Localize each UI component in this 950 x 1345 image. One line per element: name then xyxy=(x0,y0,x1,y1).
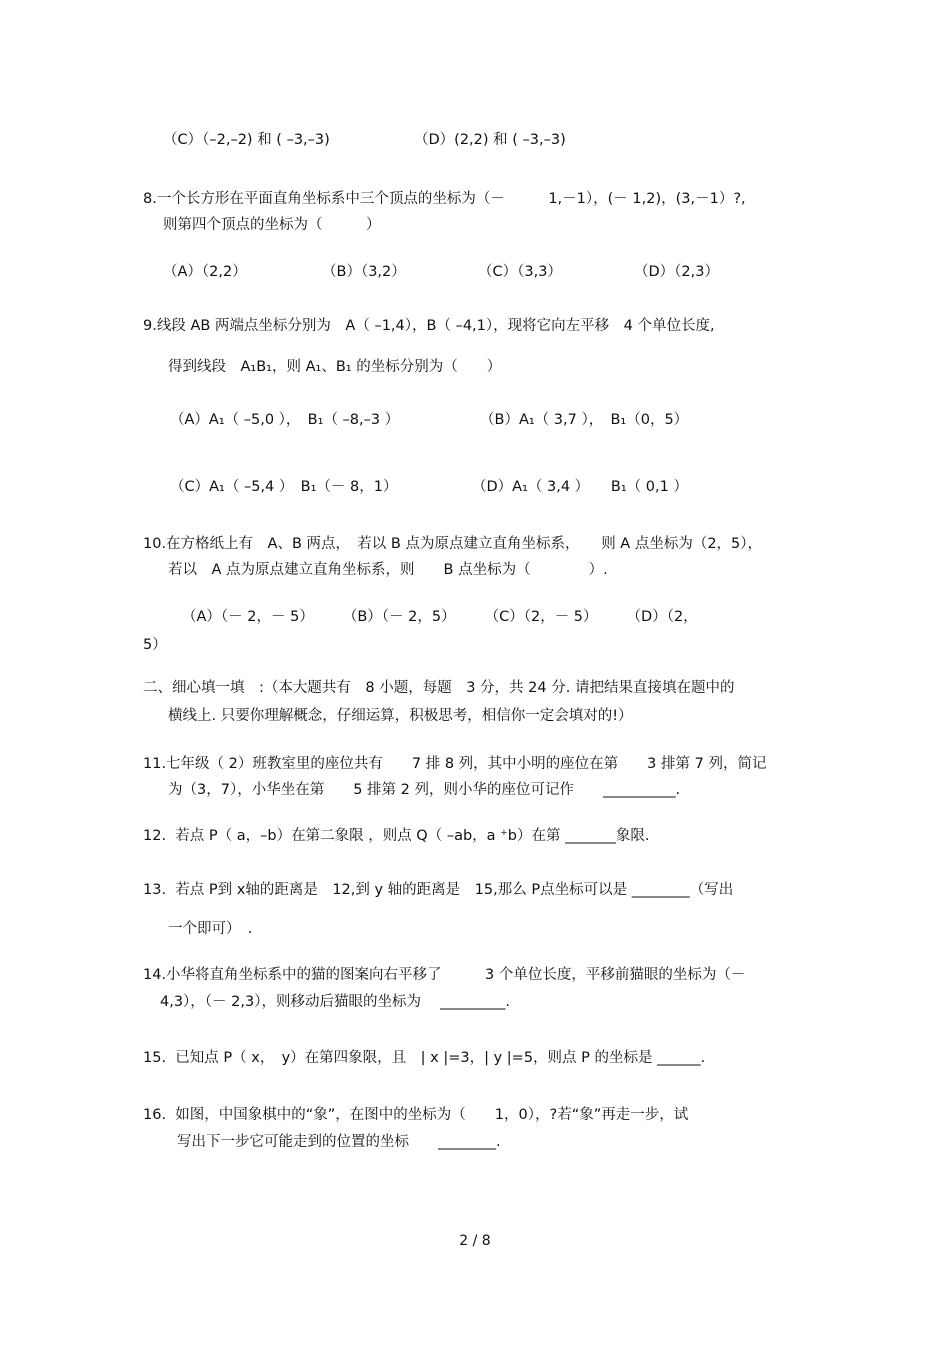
q8-option-c: （C）（3,3） xyxy=(478,264,562,280)
section-2-line1: 二、细心填一填 :（本大题共有 8 小题，每题 3 分，共 24 分. 请把结果直接填在题中的 xyxy=(143,680,735,696)
q10-options: （A）（－ 2，－ 5） （B）（－ 2，5） （C）（2，－ 5） （D）（2， xyxy=(182,609,698,625)
q16-stem-line2: 写出下一步它可能走到的位置的坐标 ________. xyxy=(177,1134,501,1150)
q14-stem-line2: 4,3），（－ 2,3），则移动后猫眼的坐标为 _________. xyxy=(160,994,510,1010)
q11-stem-line2: 为（3，7），小华坐在第 5 排第 2 列，则小华的座位可记作 __________. xyxy=(168,782,681,798)
page-number: 2 / 8 xyxy=(459,1233,491,1249)
q15-stem: 15. 已知点 P（ x， y）在第四象限，且 | x |=3，| y |=5，则点 P 的坐标是 ______. xyxy=(143,1050,706,1066)
q7-option-c: （C）（–2,–2) 和 ( –3,–3) xyxy=(163,132,330,148)
q13-stem-line2: 一个即可） . xyxy=(168,921,253,937)
q10-options-continued: 5） xyxy=(143,637,167,653)
q8-option-b: （B）（3,2） xyxy=(322,264,406,280)
q14-stem-line1: 14.小华将直角坐标系中的猫的图案向右平移了 3 个单位长度，平移前猫眼的坐标为（－ xyxy=(143,967,746,983)
q9-option-b: （B）A₁（ 3,7 ）， B₁（0，5） xyxy=(480,412,689,428)
q9-option-d: （D）A₁（ 3,4 ） B₁（ 0,1 ） xyxy=(472,479,688,495)
q9-stem-line1: 9.线段 AB 两端点坐标分别为 A（ –1,4），B（ –4,1），现将它向左平移 4 个单位长度, xyxy=(143,318,715,334)
q9-option-c: （C）A₁（ –5,4 ） B₁（－ 8，1） xyxy=(170,479,398,495)
q9-option-a: （A）A₁（ –5,0 ）， B₁（ –8,–3 ） xyxy=(170,412,400,428)
q9-stem-line2: 得到线段 A₁B₁，则 A₁、B₁ 的坐标分别为（ ） xyxy=(168,359,502,375)
q8-option-d: （D）（2,3） xyxy=(634,264,719,280)
q12-stem: 12. 若点 P（ a，–b）在第二象限 ，则点 Q（ –ab，a ⁺b）在第 _______象限. xyxy=(143,828,650,844)
q10-stem-line1: 10.在方格纸上有 A、B 两点， 若以 B 点为原点建立直角坐标系， 则 A 点坐标为（2，5）， xyxy=(143,536,763,552)
q10-stem-line2: 若以 A 点为原点建立直角坐标系，则 B 点坐标为（ ）. xyxy=(168,562,608,578)
q16-stem-line1: 16. 如图，中国象棋中的“象”，在图中的坐标为（ 1，0），?若“象”再走一步，试 xyxy=(143,1107,689,1123)
q11-stem-line1: 11.七年级（ 2）班教室里的座位共有 7 排 8 列，其中小明的座位在第 3 排第 7 列，简记 xyxy=(143,756,767,772)
section-2-line2: 横线上. 只要你理解概念，仔细运算，积极思考，相信你一定会填对的!） xyxy=(168,708,633,724)
q13-stem-line1: 13. 若点 P到 x轴的距离是 12,到 y 轴的距离是 15,那么 P点坐标可以是 ________（写出 xyxy=(143,882,734,898)
q8-option-a: （A）（2,2） xyxy=(163,264,247,280)
q8-stem-line1: 8.一个长方形在平面直角坐标系中三个顶点的坐标为（－ 1,－1），(－ 1,2)，(3,－1）?, xyxy=(143,191,746,207)
q7-option-d: （D）(2,2) 和 ( –3,–3) xyxy=(414,132,566,148)
q8-stem-line2: 则第四个顶点的坐标为（ ） xyxy=(163,217,381,233)
